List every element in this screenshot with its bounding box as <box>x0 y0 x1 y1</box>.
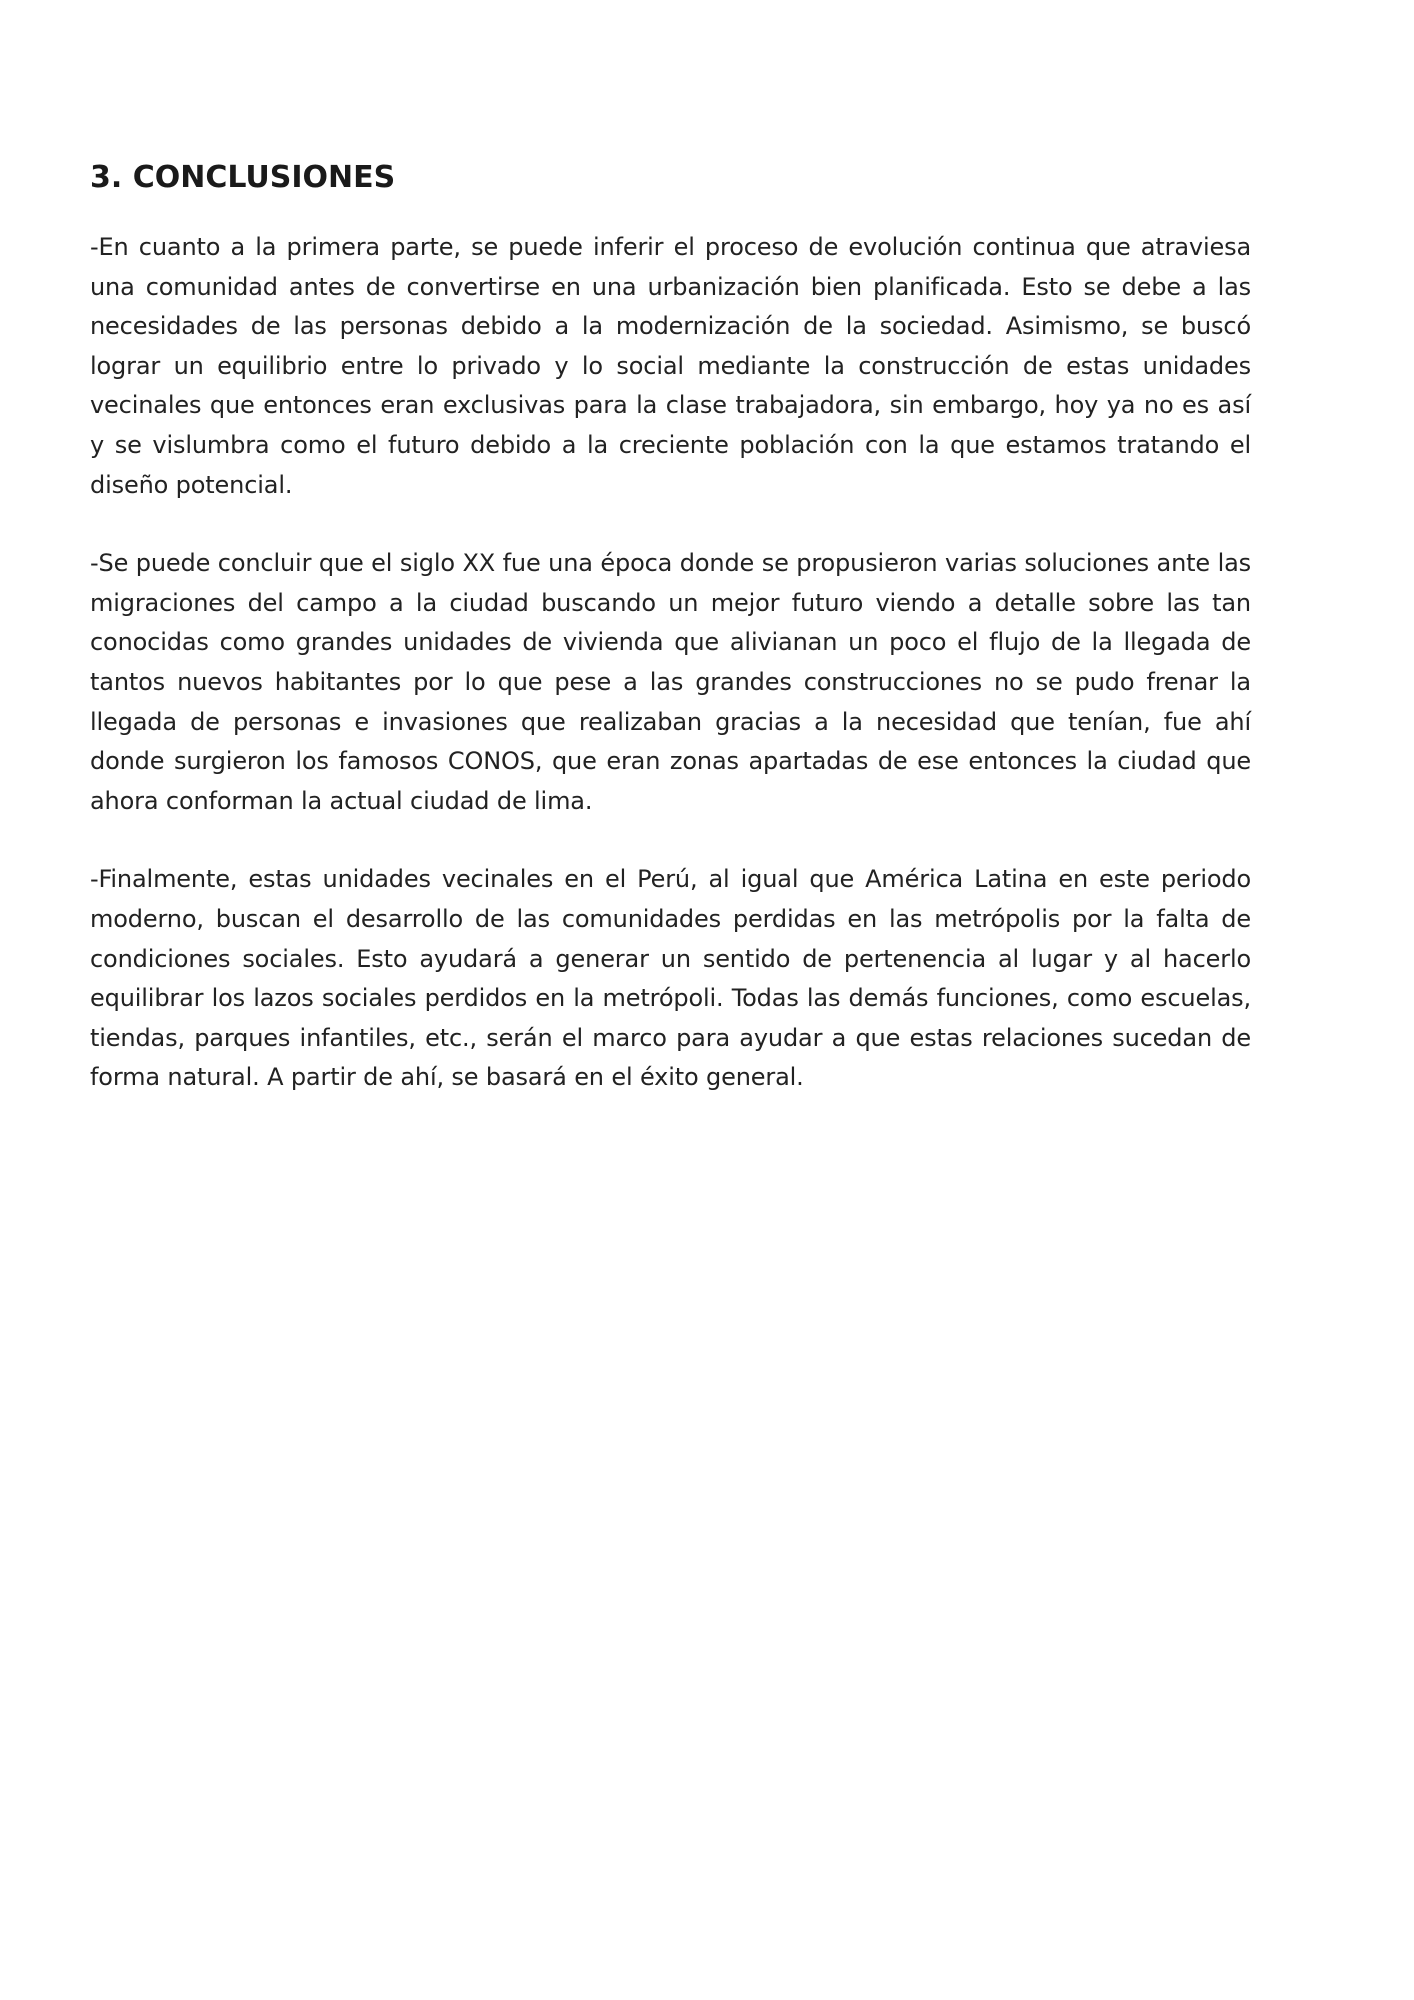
paragraph-first-part: -En cuanto a la primera parte, se puede inferir el proceso de evolución continua que atraviesa una comunidad antes de convertirse en una urbanización bien planificada. Esto se debe a las necesidades de las personas debido a la modernización de la sociedad. Asimismo, se buscó lograr un equilibrio entre lo privado y lo social mediante la construcción de estas unidades vecinales que entonces eran exclusivas para la clase trabajadora, sin embargo, hoy ya no es así y se vislumbra como el futuro debido a la creciente población con la que estamos tratando el diseño potencial. <box>90 233 1251 499</box>
section-heading: 3. CONCLUSIONES <box>90 160 396 195</box>
document-content <box>90 158 1251 1137</box>
paragraph-finalmente: -Finalmente, estas unidades vecinales en el Perú, al igual que América Latina en este periodo moderno, buscan el desarrollo de las comunidades perdidas en las metrópolis por la falta de condiciones sociales. Esto ayudará a generar un sentido de pertenencia al lugar y al hacerlo equilibrar los lazos sociales perdidos en la metrópoli. Todas las demás funciones, como escuelas, tiendas, parques infantiles, etc., serán el marco para ayudar a que estas relaciones sucedan de forma natural. A partir de ahí, se basará en el éxito general. <box>90 865 1251 1092</box>
paragraph-siglo-xx: -Se puede concluir que el siglo XX fue una época donde se propusieron varias soluciones ante las migraciones del campo a la ciudad buscando un mejor futuro viendo a detalle sobre las tan conocidas como grandes unidades de vivienda que alivianan un poco el flujo de la llegada de tantos nuevos habitantes por lo que pese a las grandes construcciones no se pudo frenar la llegada de personas e invasiones que realizaban gracias a la necesidad que tenían, fue ahí donde surgieron los famosos CONOS, que eran zonas apartadas de ese entonces la ciudad que ahora conforman la actual ciudad de lima. <box>90 549 1251 815</box>
